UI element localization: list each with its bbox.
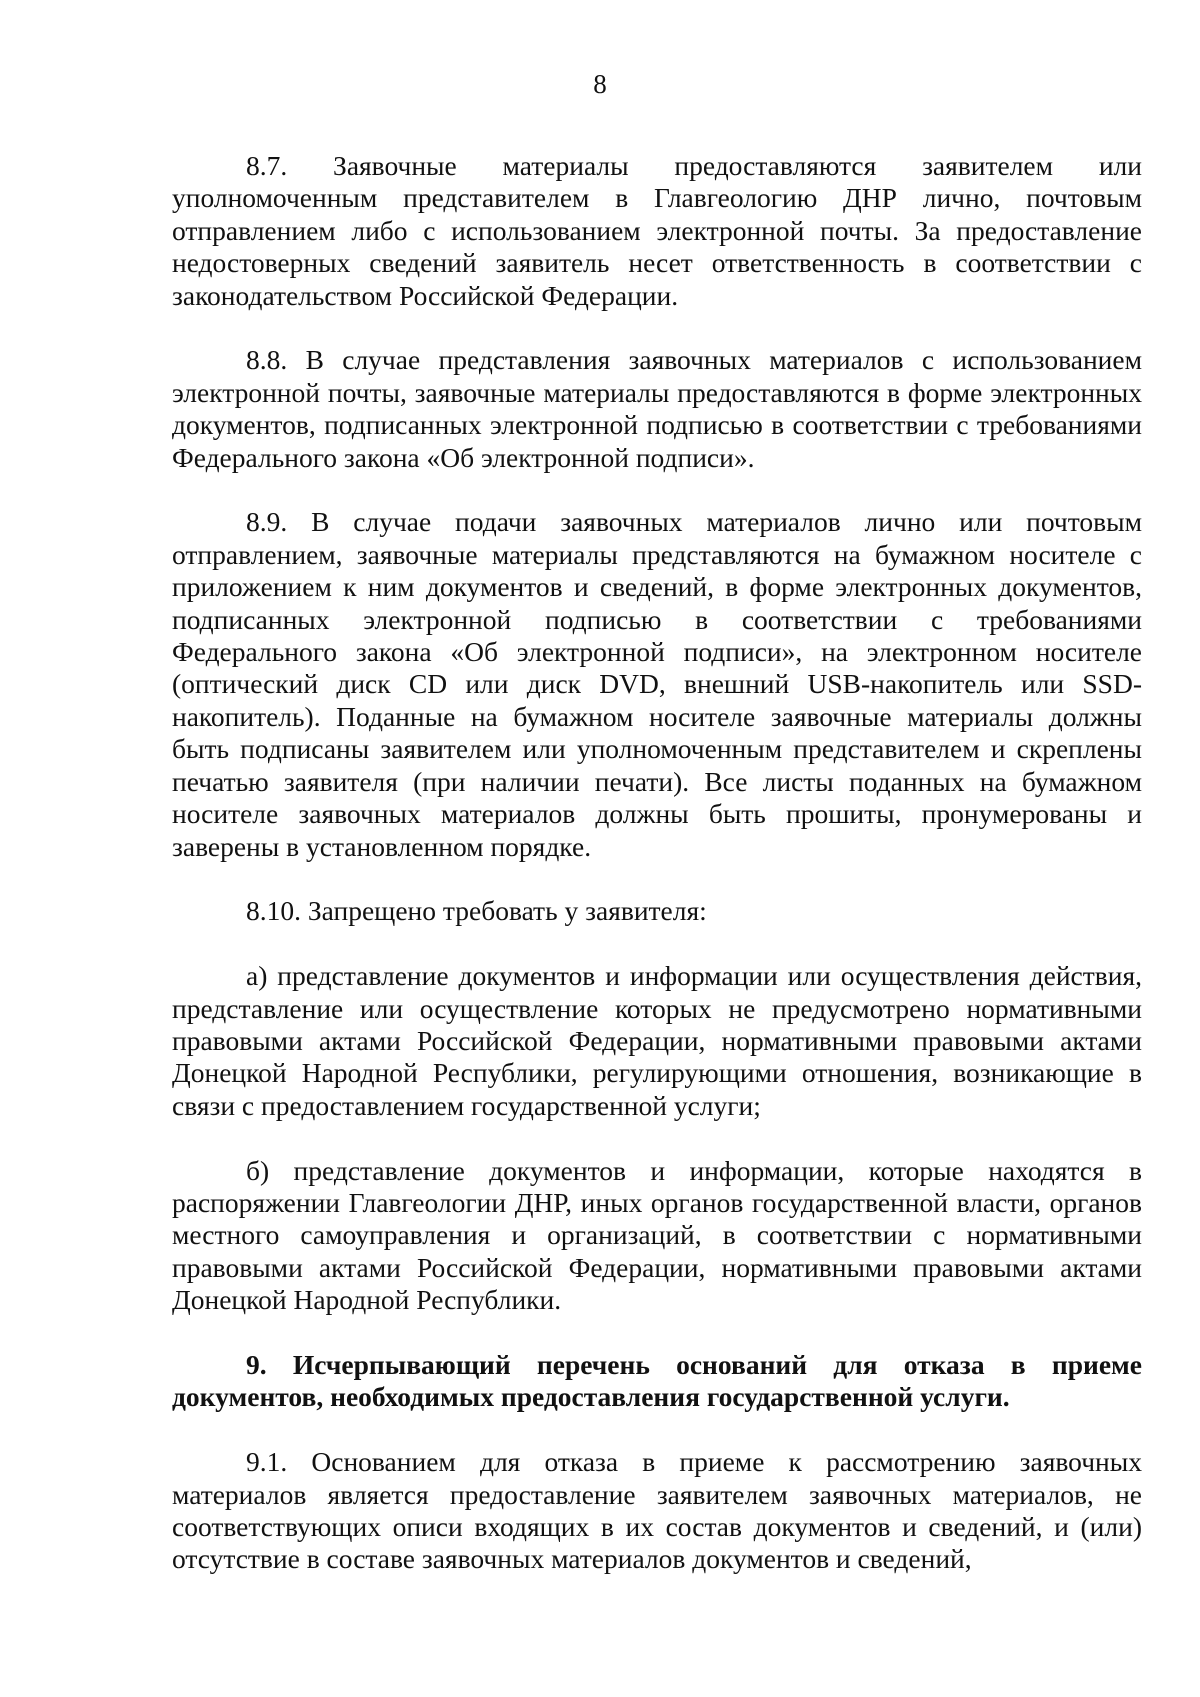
paragraph-8-7: 8.7. Заявочные материалы предоставляются заявителем или уполномоченным представителем в Главгеологию ДНР лично, почтовым отправлением либо с использованием электронной почты. За предоставление недостоверных сведений заявитель несет ответственность в соответствии с законодательством Российской Федерации. bbox=[172, 150, 1142, 311]
document-body bbox=[172, 150, 1142, 1576]
page-number: 8 bbox=[593, 69, 607, 99]
section-heading-9: 9. Исчерпывающий перечень оснований для отказа в приеме документов, необходимых предоставления государственной услуги. bbox=[172, 1348, 1142, 1413]
paragraph-9-1: 9.1. Основанием для отказа в приеме к рассмотрению заявочных материалов является предоставление заявителем заявочных материалов, не соответствующих описи входящих в их состав документов и сведений, и (или) отсутствие в составе заявочных материалов документов и сведений, bbox=[172, 1446, 1142, 1575]
paragraph-8-10-a: а) представление документов и информации или осуществления действия, представление или осуществление которых не предусмотрено нормативными правовыми актами Российской Федерации, нормативными правовыми актами Донецкой Народной Республики, регулирующими отношения, возникающие в связи с предоставлением государственной услуги; bbox=[172, 960, 1142, 1121]
paragraph-8-10-b: б) представление документов и информации, которые находятся в распоряжении Главгеологии ДНР, иных органов государственной власти, органов местного самоуправления и организаций, в соответствии с нормативными правовыми актами Российской Федерации, нормативными правовыми актами Донецкой Народной Республики. bbox=[172, 1154, 1142, 1316]
paragraph-8-8: 8.8. В случае представления заявочных материалов с использованием электронной почты, заявочные материалы предоставляются в форме электронных документов, подписанных электронной подписью в соответствии с требованиями Федерального закона «Об электронной подписи». bbox=[172, 344, 1142, 473]
paragraph-8-9: 8.9. В случае подачи заявочных материалов лично или почтовым отправлением, заявочные материалы представляются на бумажном носителе с приложением к ним документов и сведений, в форме электронных документов, подписанных электронной подписью в соответствии с требованиями Федерального закона «Об электронной подписи», на электронном носителе (оптический диск CD или диск DVD, внешний USB-накопитель или SSD-накопитель). Поданные на бумажном носителе заявочные материалы должны быть подписаны заявителем или уполномоченным представителем и скреплены печатью заявителя (при наличии печати). Все листы поданных на бумажном носителе заявочных материалов должны быть прошиты, пронумерованы и заверены в установленном порядке. bbox=[172, 506, 1142, 862]
paragraph-8-10: 8.10. Запрещено требовать у заявителя: bbox=[246, 895, 707, 927]
